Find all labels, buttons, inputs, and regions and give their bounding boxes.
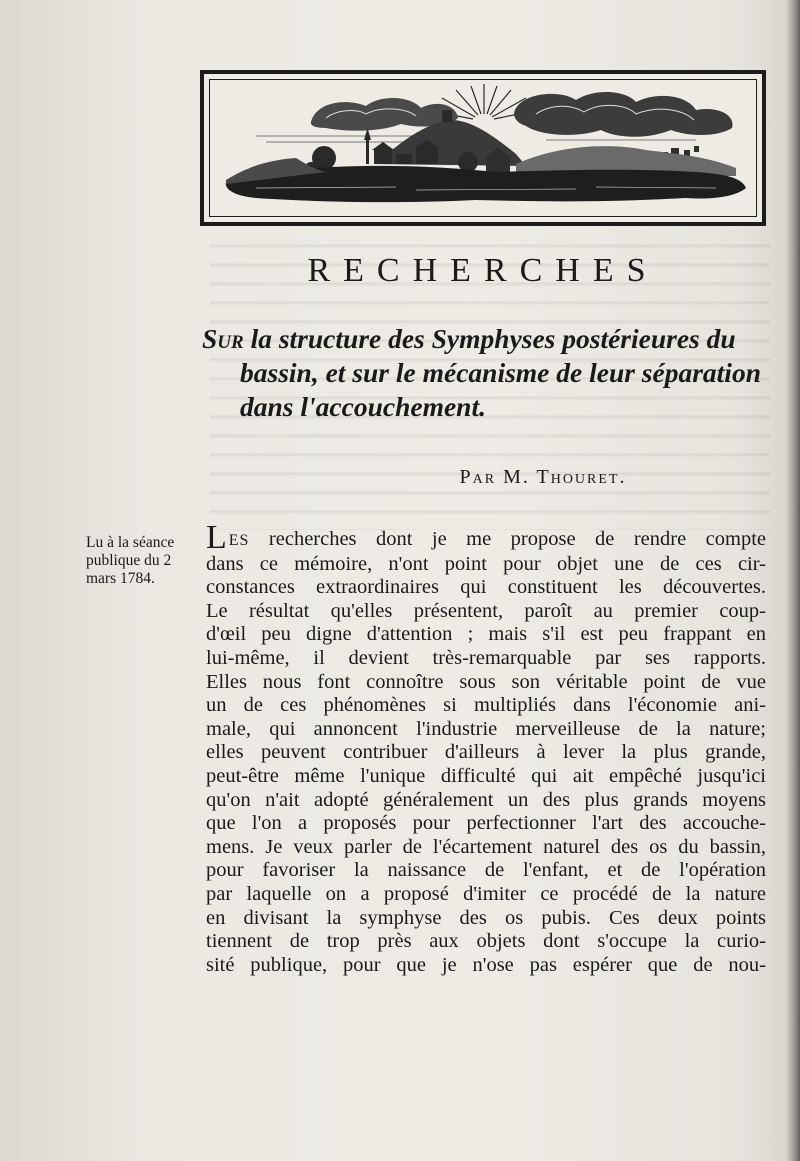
body-line: un de ces phénomènes si multipliés dans l'économie ani- — [206, 694, 766, 717]
body-line: dans ce mémoire, n'ont point pour objet une de ces cir- — [206, 552, 766, 575]
body-text — [206, 519, 766, 977]
subtitle-line: dans l'accouchement. — [240, 391, 486, 422]
author-line: Par M. Thouret. — [459, 466, 627, 488]
body-line: en divisant la symphyse des os pubis. Ces deux points — [206, 906, 766, 929]
body-line: Elles nous font connoître sous son véritable point de vue — [206, 670, 766, 693]
body-line: peut-être même l'unique difficulté qui ait empêché jusqu'ici — [206, 764, 766, 787]
body-line: Le résultat qu'elles présentent, paroît au premier coup- — [206, 599, 766, 622]
first-line-rest: recherches dont je me propose de rendre compte — [249, 528, 766, 550]
subtitle-sur: Sur — [202, 323, 244, 354]
margin-note-line: Lu à la séance — [86, 534, 175, 551]
body-line: qu'on n'ait adopté généralement un des plus grands moyens — [206, 788, 766, 811]
subtitle-line-rest: la structure des Symphyses postérieures du — [243, 323, 736, 354]
landscape-engraving-icon — [216, 84, 750, 212]
body-line: d'œil peu digne d'attention ; mais s'il est peu frappant en — [206, 623, 766, 646]
margin-note-line: mars 1784. — [86, 570, 155, 587]
body-line: par laquelle on a proposé d'imiter ce procédé de la nature — [206, 882, 766, 905]
body-line: mens. Je veux parler de l'écartement naturel des os du bassin, — [206, 835, 766, 858]
body-line: sité publique, pour que je n'ose pas espérer que de nou- — [206, 953, 766, 976]
body-line: que l'on a proposés pour perfectionner l'art des accouche- — [206, 812, 766, 835]
subtitle — [202, 322, 768, 424]
subtitle-line — [202, 322, 768, 356]
drop-cap-rest: ES — [228, 532, 250, 549]
body-line: constances extraordinaires qui constituent les découvertes. — [206, 576, 766, 599]
drop-cap: L — [206, 519, 227, 556]
margin-note-line: publique du 2 — [86, 552, 172, 569]
page-title: RECHERCHES — [307, 252, 659, 289]
subtitle-line: bassin, et sur le mécanisme de leur séparation — [240, 357, 761, 388]
margin-note — [86, 534, 204, 588]
body-line-first — [206, 519, 766, 556]
page-edge-shadow — [786, 0, 800, 1161]
landscape-vignette — [200, 70, 766, 226]
body-line: tiennent de trop près aux objets dont s'occupe la curio- — [206, 930, 766, 953]
body-line: elles peuvent contribuer d'ailleurs à lever la plus grande, — [206, 741, 766, 764]
body-line: lui-même, il devient très-remarquable par ses rapports. — [206, 646, 766, 669]
body-line: pour favoriser la naissance de l'enfant, et de l'opération — [206, 859, 766, 882]
body-line: male, qui annoncent l'industrie merveilleuse de la nature; — [206, 717, 766, 740]
